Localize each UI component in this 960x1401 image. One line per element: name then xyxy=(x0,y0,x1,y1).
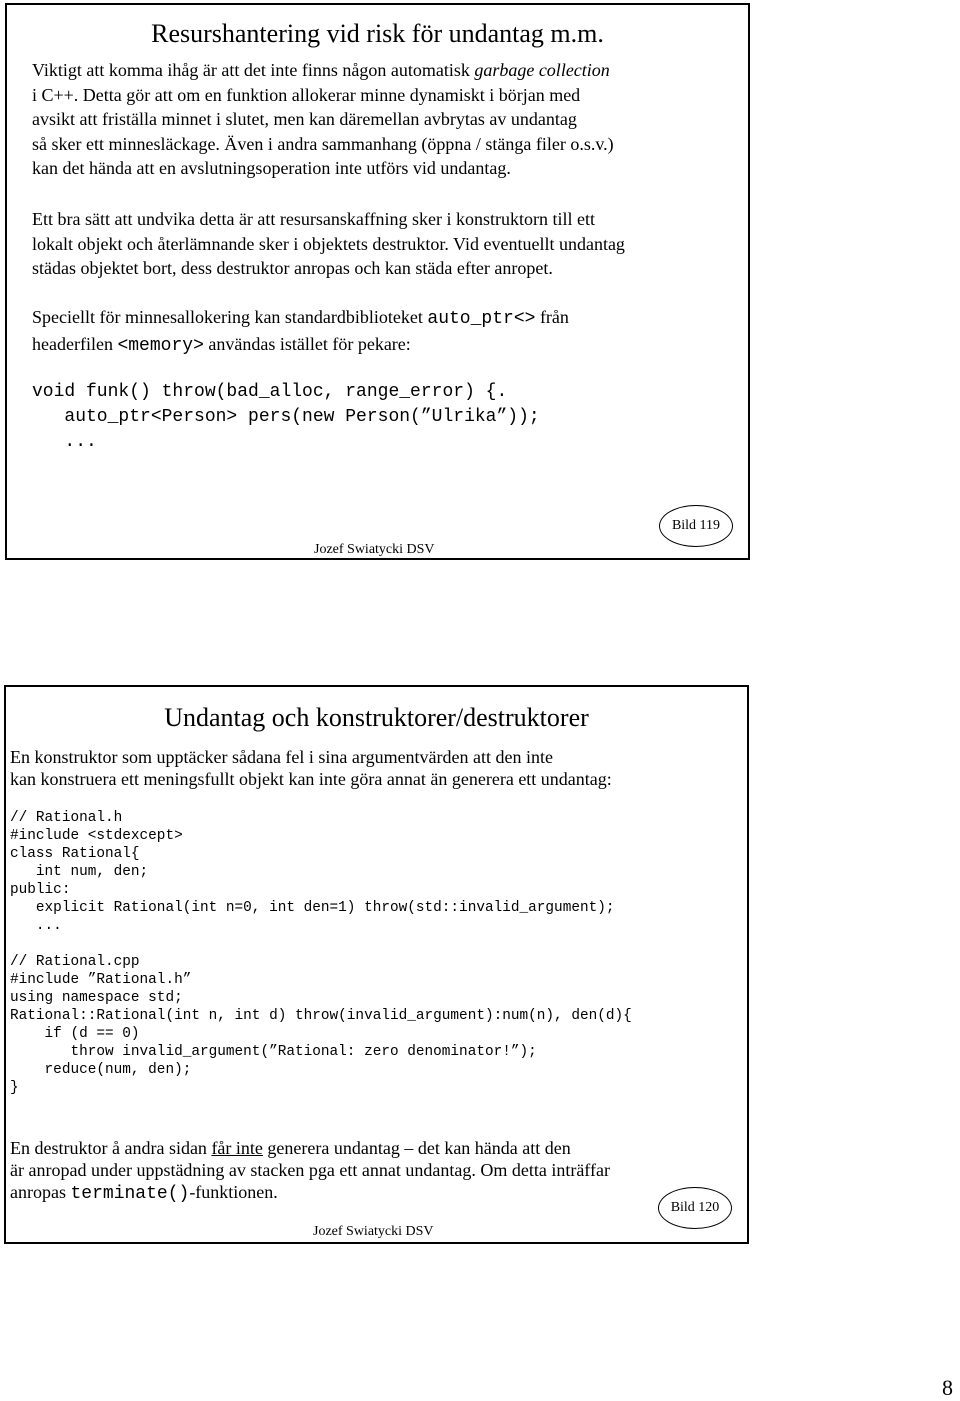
text-fragment: Viktigt att komma ihåg är att det inte finns någon automatisk xyxy=(32,60,475,80)
text-fragment: användas istället för pekare: xyxy=(203,333,411,354)
italic-term: garbage collection xyxy=(474,60,610,80)
code-block: void funk() throw(bad_alloc, range_error) {. auto_ptr<Person> pers(new Person(”Ulrika”)); ... xyxy=(32,382,540,452)
text-line: En konstruktor som upptäcker sådana fel i sina argumentvärden att den inte xyxy=(10,747,554,767)
text-line: Ett bra sätt att undvika detta är att resursanskaffning sker i konstruktorn till ett xyxy=(32,209,596,229)
text-line: kan konstruera ett meningsfullt objekt kan inte göra annat än generera ett undantag: xyxy=(10,769,612,789)
code-term: <memory> xyxy=(117,335,204,356)
text-fragment: -funktionen. xyxy=(189,1182,278,1202)
code-term: auto_ptr<> xyxy=(427,309,536,329)
text-line: så sker ett minnesläckage. Även i andra sammanhang (öppna / stänga filer o.s.v.) xyxy=(32,133,614,154)
paragraph-constructor xyxy=(10,746,612,790)
text-line: avsikt att friställa minnet i slutet, men kan däremellan avbrytas av undantag xyxy=(32,109,577,130)
text-line: kan det hända att en avslutningsoperation inte utförs vid undantag. xyxy=(32,158,511,179)
author-footer: Jozef Swiatycki DSV xyxy=(314,542,435,557)
slide-number-badge: Bild 119 xyxy=(659,505,733,547)
text-fragment: anropas xyxy=(10,1182,71,1202)
text-fragment: headerfilen xyxy=(32,333,118,354)
page-number: 8 xyxy=(942,1375,953,1400)
slide-119 xyxy=(5,3,750,560)
slide-title: Resurshantering vid risk för undantag m.m. xyxy=(151,19,604,48)
slide-number-badge: Bild 120 xyxy=(658,1187,732,1229)
text-line: är anropad under uppstädning av stacken pga ett annat undantag. Om detta inträffar xyxy=(10,1160,610,1180)
author-footer: Jozef Swiatycki DSV xyxy=(313,1224,434,1239)
text-fragment: från xyxy=(535,307,569,327)
paragraph-garbage-collection xyxy=(32,58,614,181)
text-line: lokalt objekt och återlämnande sker i objektets destruktor. Vid eventuellt undantag xyxy=(32,233,625,254)
text-line: i C++. Detta gör att om en funktion allokerar minne dynamiskt i början med xyxy=(32,84,581,105)
slide-title: Undantag och konstruktorer/destruktorer xyxy=(164,703,589,732)
text-fragment: En destruktor å andra sidan xyxy=(10,1138,212,1158)
text-line xyxy=(32,305,569,332)
paragraph-raii xyxy=(32,207,625,281)
text-fragment: Speciellt för minnesallokering kan standardbiblioteket xyxy=(32,307,423,327)
text-line xyxy=(10,1137,610,1159)
code-term: terminate() xyxy=(70,1184,190,1204)
paragraph-destructor xyxy=(10,1137,610,1205)
text-line xyxy=(32,58,614,83)
code-block: // Rational.h #include <stdexcept> class Rational{ int num, den; public: explicit Rational(int n=0, int den=1) throw(std::invalid_argument); ... // Rational.cpp #include ”Rational.h” using namespace std; Rational::Rational(int n, int d) throw(invalid_argument):num(n), den(d){ if (d == 0) throw invalid_argument(”Rational: zero denominator!”); reduce(num, den); } xyxy=(10,810,632,1096)
slide-120 xyxy=(4,685,749,1244)
underlined-term: får inte xyxy=(211,1138,263,1158)
text-line xyxy=(32,332,569,359)
text-fragment: generera undantag – det kan hända att den xyxy=(262,1138,571,1158)
text-line: städas objektet bort, dess destruktor anropas och kan städa efter anropet. xyxy=(32,258,553,279)
text-line xyxy=(10,1181,610,1205)
paragraph-auto-ptr xyxy=(32,305,569,358)
